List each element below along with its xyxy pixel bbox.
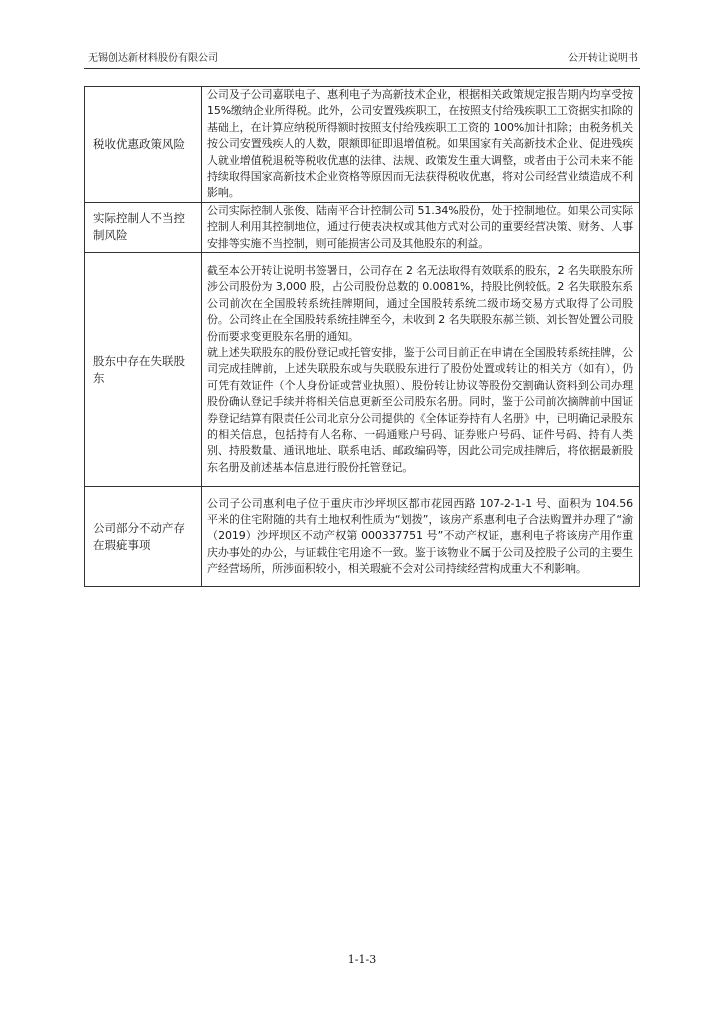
risk-name-cell: 税收优惠政策风险 [85, 87, 202, 203]
risk-name-cell: 实际控制人不当控制风险 [85, 202, 202, 252]
header-company-name: 无锡创达新材料股份有限公司 [88, 53, 218, 64]
table-row [85, 87, 640, 203]
risk-factors-table [84, 86, 640, 587]
risk-description-cell [202, 487, 640, 587]
risk-name-cell: 股东中存在失联股东 [85, 253, 202, 487]
risk-name-cell: 公司部分不动产存在瑕疵事项 [85, 487, 202, 587]
header-document-type: 公开转让说明书 [568, 53, 638, 64]
risk-description-cell [202, 253, 640, 487]
risk-description-paragraph: 截至本公开转让说明书签署日，公司存在 2 名无法取得有效联系的股东，2 名失联股东所涉公司股份为 3,000 股，占公司股份总数的 0.0081%，持股比例较低。2 名失联股东系公司前次在全国股转系统挂牌期间，通过全国股转系统二级市场交易方式取得了公司股份。公司终止在全国股转系统挂牌至今，未收到 2 名失联股东郝兰锁、刘长智处置公司股份而要求变更股东名册的通知。 [207, 263, 633, 343]
page-header [84, 52, 640, 69]
table-row [85, 487, 640, 587]
page-number: 1-1-3 [347, 953, 377, 966]
table-row [85, 202, 640, 252]
risk-description-paragraph: 就上述失联股东的股份登记或托管安排，鉴于公司目前正在申请在全国股转系统挂牌，公司完成挂牌前，上述失联股东或与失联股东进行了股份处置或转让的相关方（如有），仍可凭有效证件（个人身份证或营业执照）、股份转让协议等股份交割确认资料到公司办理股份确认登记手续并将相关信息更新至公司股东名册。同时，鉴于公司前次摘牌前中国证券登记结算有限责任公司北京分公司提供的《全体证券持有人名册》中，已明确记录股东的相关信息，包括持有人名称、一码通账户号码、证券账户号码、证件号码、持有人类别、持股数量、通讯地址、联系电话、邮政编码等，因此公司完成挂牌后，将依据最新股东名册及前述基本信息进行股份托管登记。 [207, 345, 633, 474]
table-row [85, 253, 640, 487]
risk-description-paragraph: 公司子公司惠利电子位于重庆市沙坪坝区都市花园西路 107-2-1-1 号、面积为 104.56 平米的住宅附随的共有土地权利性质为“划拨”，该房产系惠利电子合法购置并办理了“渝（2019）沙坪坝区不动产权第 000337751 号”不动产权证，惠利电子将该房产用作重庆办事处的办公，与证载住宅用途不一致。鉴于该物业不属于公司及控股子公司的主要生产经营场所，所涉面积较小，相关瑕疵不会对公司持续经营构成重大不利影响。 [207, 496, 633, 576]
risk-description-cell [202, 202, 640, 252]
risk-description-paragraph: 公司实际控制人张俊、陆南平合计控制公司 51.34%股份，处于控制地位。如果公司实际控制人利用其控制地位，通过行使表决权或其他方式对公司的重要经营决策、财务、人事安排等实施不当控制，则可能损害公司及其他股东的利益。 [207, 203, 633, 250]
risk-description-paragraph: 公司及子公司嘉联电子、惠利电子为高新技术企业，根据相关政策规定报告期内均享受按 15%缴纳企业所得税。此外，公司安置残疾职工，在按照支付给残疾职工工资据实扣除的基础上，在计算应纳税所得额时按照支付给残疾职工工资的 100%加计扣除；由税务机关按公司安置残疾人的人数，限额即征即退增值税。如果国家有关高新技术企业、促进残疾人就业增值税退税等税收优惠的法律、法规、政策发生重大调整，或者由于公司未来不能持续取得国家高新技术企业资格等原因而无法获得税收优惠，将对公司经营业绩造成不利影响。 [207, 88, 633, 200]
risk-description-cell [202, 87, 640, 203]
